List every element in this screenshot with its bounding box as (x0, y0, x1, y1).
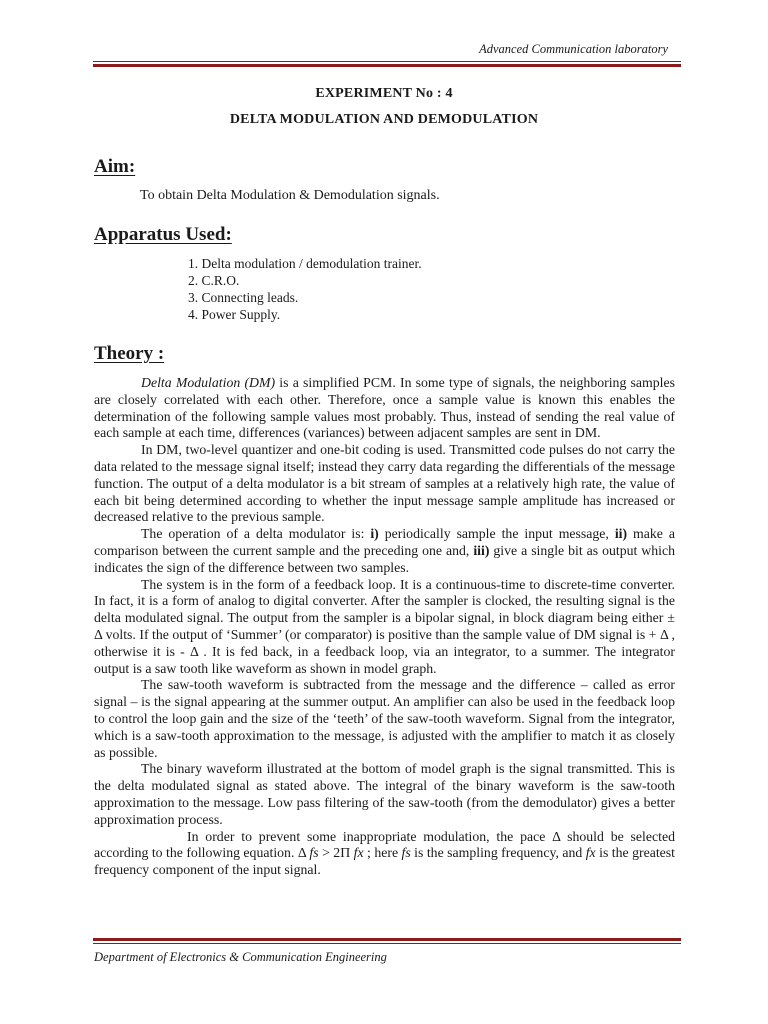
apparatus-list (188, 255, 422, 323)
apparatus-item: 4. Power Supply. (188, 307, 281, 322)
theory-paragraph: The binary waveform illustrated at the bottom of model graph is the signal transmitted. This is the delta modulated signal as stated above. The integral of the binary waveform is the saw-tooth approximation to the message. Low pass filtering of the saw-tooth (from the demodulator) gives a better approximation process. (94, 761, 675, 827)
aim-text: To obtain Delta Modulation & Demodulation signals. (140, 188, 440, 203)
marker-iii: iii) (473, 542, 490, 558)
theory-paragraph: The saw-tooth waveform is subtracted from the message and the difference – called as error signal – is the signal appearing at the summer output. An amplifier can also be used in the feedback loop to control the loop gain and the size of the ‘teeth’ of the saw-tooth waveform. Signal from the integrator, which is a saw-tooth approximation to the message, is adjusted with the amplifier to match it as closely as possible. (94, 677, 675, 760)
page-footer: Department of Electronics & Communication Engineering (94, 950, 387, 964)
header-rule-thick (93, 64, 681, 67)
theory-paragraph: The system is in the form of a feedback loop. It is a continuous-time to discrete-time converter. In fact, it is a form of analog to digital converter. After the sampler is clocked, the resulting signal is the delta modulated signal. The output from the sampler is a bipolar signal, in block diagram being either ± Δ volts. If the output of ‘Summer’ (or comparator) is positive than the sample value of DM signal is + Δ , otherwise it is - Δ . It is fed back, in a feedback loop, via an integrator, to a summer. The integrator output is a saw tooth like waveform as shown in model graph. (94, 576, 675, 676)
theory-paragraph: In order to prevent some inappropriate modulation, the pace Δ should be selected according to the following equation. Δ fs > 2Π fx ; here fs is the sampling frequency, and fx is the greatest frequency component of the input signal. (94, 828, 675, 878)
header-rule-thin (93, 61, 681, 62)
experiment-subtitle: DELTA MODULATION AND DEMODULATION (229, 112, 539, 127)
theory-paragraph: In DM, two-level quantizer and one-bit coding is used. Transmitted code pulses do not carry the data related to the message signal itself; instead they carry data regarding the differentials of the message function. The output of a delta modulator is a bit stream of samples at a relatively high rate, the value of each bit being determined according to whether the input message sample amplitude has increased or decreased relative to the previous sample. (94, 442, 675, 525)
experiment-title: EXPERIMENT No : 4 (315, 86, 453, 101)
apparatus-item: 3. Connecting leads. (188, 290, 299, 305)
apparatus-item: 2. C.R.O. (188, 273, 240, 288)
term-delta-modulation: Delta Modulation (DM) (141, 375, 276, 390)
apparatus-heading: Apparatus Used: (94, 224, 232, 245)
footer-rule-thin (93, 943, 681, 944)
theory-paragraph: The operation of a delta modulator is: i) periodically sample the input message, ii) make a comparison between the current sample and the preceding one and, iii) give a single bit as output which indicates the sign of the difference between two samples. (94, 526, 676, 575)
theory-paragraph: Delta Modulation (DM) is a simplified PCM. In some type of signals, the neighboring samples are closely correlated with each other. Therefore, once a sample value is known this enables the determination of the following sample values most probably. Thus, instead of sending the real value of each sample at each time, differences (variances) between adjacent samples are sent in DM. (94, 375, 675, 441)
theory-body (94, 375, 675, 879)
apparatus-item: 1. Delta modulation / demodulation trainer. (188, 256, 422, 271)
page-header: Advanced Communication laboratory (479, 42, 668, 56)
aim-heading: Aim: (94, 156, 136, 177)
marker-i: i) (370, 526, 379, 542)
theory-heading: Theory : (94, 343, 165, 364)
marker-ii: ii) (614, 526, 628, 542)
footer-rule-thick (93, 938, 681, 941)
